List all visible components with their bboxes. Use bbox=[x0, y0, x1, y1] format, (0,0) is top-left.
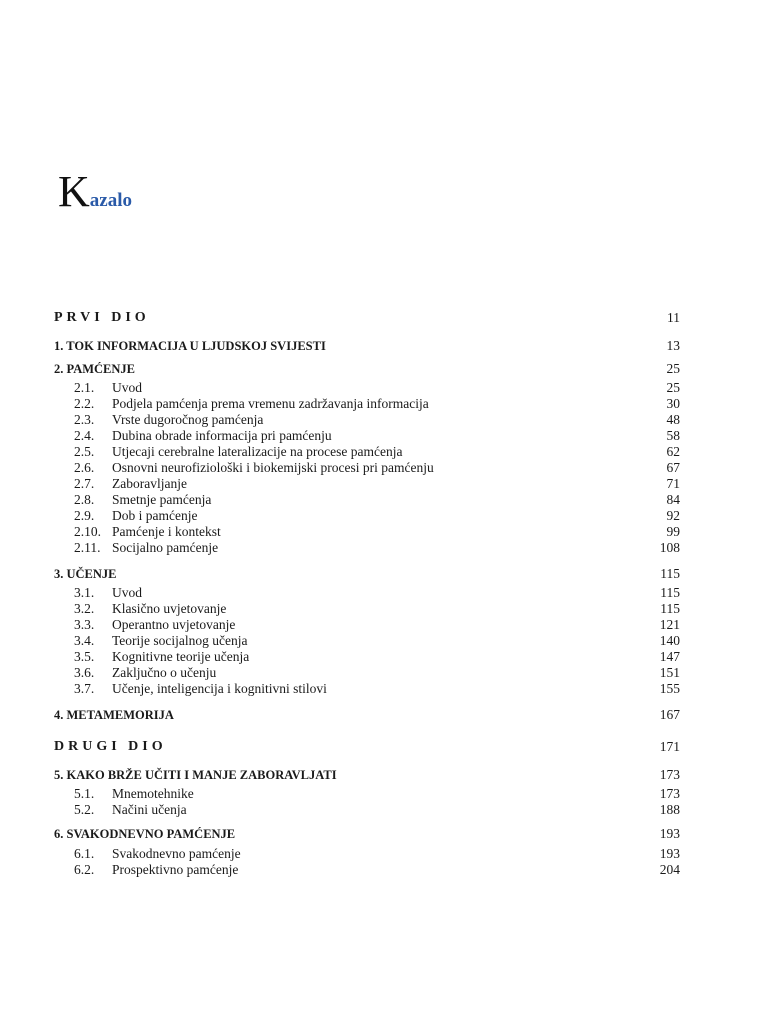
toc-label: Socijalno pamćenje bbox=[112, 540, 219, 555]
toc-page-number: 25 bbox=[666, 380, 680, 395]
toc-page-number: 115 bbox=[660, 566, 680, 581]
toc-label: DRUGI DIO bbox=[54, 739, 167, 754]
toc-number: 2.4. bbox=[74, 428, 95, 443]
toc-section bbox=[54, 428, 680, 444]
toc-label: Prospektivno pamćenje bbox=[112, 862, 239, 877]
toc-number: 3.6. bbox=[74, 665, 95, 680]
toc-label: 3. UČENJE bbox=[54, 567, 117, 581]
toc-label: Dubina obrade informacija pri pamćenju bbox=[112, 428, 332, 443]
toc-page-number: 151 bbox=[659, 665, 680, 680]
toc-page-number: 167 bbox=[659, 707, 680, 722]
toc-part bbox=[54, 739, 680, 755]
toc-page-number: 62 bbox=[666, 444, 680, 459]
toc-label: Zaboravljanje bbox=[112, 476, 187, 491]
toc-section bbox=[54, 633, 680, 649]
toc-section bbox=[54, 617, 680, 633]
toc-section bbox=[54, 492, 680, 508]
toc-label: Teorije socijalnog učenja bbox=[112, 633, 248, 648]
toc-section bbox=[54, 601, 680, 617]
toc-number: 3.2. bbox=[74, 601, 95, 616]
toc-label: 2. PAMĆENJE bbox=[54, 362, 136, 376]
toc-number: 2.9. bbox=[74, 508, 95, 523]
toc-number: 6.1. bbox=[74, 846, 95, 861]
toc-label: PRVI DIO bbox=[54, 310, 150, 325]
toc-label: Pamćenje i kontekst bbox=[112, 524, 221, 539]
toc-page-number: 99 bbox=[666, 524, 680, 539]
toc-section bbox=[54, 476, 680, 492]
toc-label: Učenje, inteligencija i kognitivni stilovi bbox=[112, 681, 327, 696]
toc-number: 5.1. bbox=[74, 786, 95, 801]
toc-page-number: 84 bbox=[666, 492, 680, 507]
toc-number: 3.4. bbox=[74, 633, 95, 648]
toc-label: Uvod bbox=[112, 380, 142, 395]
toc-label: Operantno uvjetovanje bbox=[112, 617, 236, 632]
toc-number: 2.5. bbox=[74, 444, 95, 459]
toc-section bbox=[54, 460, 680, 476]
toc-page-number: 193 bbox=[659, 846, 680, 861]
toc-label: 1. TOK INFORMACIJA U LJUDSKOJ SVIJESTI bbox=[54, 339, 326, 353]
toc-section bbox=[54, 412, 680, 428]
toc-number: 3.3. bbox=[74, 617, 95, 632]
toc-page-number: 188 bbox=[659, 802, 680, 817]
toc-section bbox=[54, 396, 680, 412]
toc-label: Uvod bbox=[112, 585, 142, 600]
toc-page-number: 171 bbox=[659, 739, 680, 754]
toc-page-number: 173 bbox=[659, 767, 680, 782]
toc-part bbox=[54, 310, 680, 326]
toc-chapter bbox=[54, 826, 680, 842]
toc-number: 2.10. bbox=[74, 524, 101, 539]
toc-label: Dob i pamćenje bbox=[112, 508, 198, 523]
toc-number: 3.5. bbox=[74, 649, 95, 664]
toc-label: Načini učenja bbox=[112, 802, 187, 817]
toc-number: 2.2. bbox=[74, 396, 95, 411]
toc-number: 2.3. bbox=[74, 412, 95, 427]
toc-section bbox=[54, 585, 680, 601]
toc-page-number: 204 bbox=[659, 862, 680, 877]
toc-chapter bbox=[54, 767, 680, 783]
toc-page-number: 48 bbox=[666, 412, 680, 427]
toc-page-number: 147 bbox=[659, 649, 680, 664]
toc-page-number: 25 bbox=[666, 361, 680, 376]
toc-number: 2.1. bbox=[74, 380, 95, 395]
toc-section bbox=[54, 444, 680, 460]
toc-label: Mnemotehnike bbox=[112, 786, 194, 801]
toc-chapter bbox=[54, 566, 680, 582]
toc-number: 5.2. bbox=[74, 802, 95, 817]
toc-section bbox=[54, 508, 680, 524]
toc-label: Klasično uvjetovanje bbox=[112, 601, 227, 616]
toc-page-number: 140 bbox=[659, 633, 680, 648]
toc-label: Smetnje pamćenja bbox=[112, 492, 212, 507]
toc-page-number: 155 bbox=[659, 681, 680, 696]
toc-label: Kognitivne teorije učenja bbox=[112, 649, 250, 664]
toc-section bbox=[54, 802, 680, 818]
toc-section bbox=[54, 786, 680, 802]
toc-label: Vrste dugoročnog pamćenja bbox=[112, 412, 264, 427]
toc-label: 5. KAKO BRŽE UČITI I MANJE ZABORAVLJATI bbox=[54, 768, 337, 782]
toc-number: 6.2. bbox=[74, 862, 95, 877]
toc-page-number: 92 bbox=[666, 508, 680, 523]
toc-number: 3.7. bbox=[74, 681, 95, 696]
toc-label: 4. METAMEMORIJA bbox=[54, 708, 174, 722]
toc-page-number: 67 bbox=[666, 460, 680, 475]
toc-section bbox=[54, 681, 680, 697]
toc-number: 2.6. bbox=[74, 460, 95, 475]
toc-chapter bbox=[54, 338, 680, 354]
toc-page-number: 115 bbox=[660, 585, 680, 600]
toc-number: 3.1. bbox=[74, 585, 95, 600]
toc-label: 6. SVAKODNEVNO PAMĆENJE bbox=[54, 827, 236, 841]
toc-number: 2.11. bbox=[74, 540, 101, 555]
toc-section bbox=[54, 665, 680, 681]
toc-page-number: 13 bbox=[666, 338, 680, 353]
title-initial: K bbox=[58, 167, 89, 216]
toc-section bbox=[54, 540, 680, 556]
toc-page-number: 11 bbox=[667, 310, 680, 325]
toc-section bbox=[54, 862, 680, 878]
toc-label: Osnovni neurofiziološki i biokemijski procesi pri pamćenju bbox=[112, 460, 434, 475]
toc-number: 2.8. bbox=[74, 492, 95, 507]
toc-section bbox=[54, 524, 680, 540]
toc-label: Podjela pamćenja prema vremenu zadržavanja informacija bbox=[112, 396, 429, 411]
toc-page-number: 30 bbox=[666, 396, 680, 411]
toc-label: Utjecaji cerebralne lateralizacije na procese pamćenja bbox=[112, 444, 403, 459]
toc-label: Svakodnevno pamćenje bbox=[112, 846, 241, 861]
toc-page-number: 71 bbox=[666, 476, 680, 491]
toc-label: Zaključno o učenju bbox=[112, 665, 217, 680]
toc-chapter bbox=[54, 361, 680, 377]
toc-page-number: 108 bbox=[659, 540, 680, 555]
toc-section bbox=[54, 649, 680, 665]
toc-page-number: 115 bbox=[660, 601, 680, 616]
toc-chapter bbox=[54, 707, 680, 723]
toc-page-number: 121 bbox=[659, 617, 680, 632]
toc-section bbox=[54, 846, 680, 862]
toc-number: 2.7. bbox=[74, 476, 95, 491]
title-rest: azalo bbox=[89, 190, 132, 211]
toc-section bbox=[54, 380, 680, 396]
toc-page-number: 58 bbox=[666, 428, 680, 443]
toc-page-number: 173 bbox=[659, 786, 680, 801]
toc-page-number: 193 bbox=[659, 826, 680, 841]
